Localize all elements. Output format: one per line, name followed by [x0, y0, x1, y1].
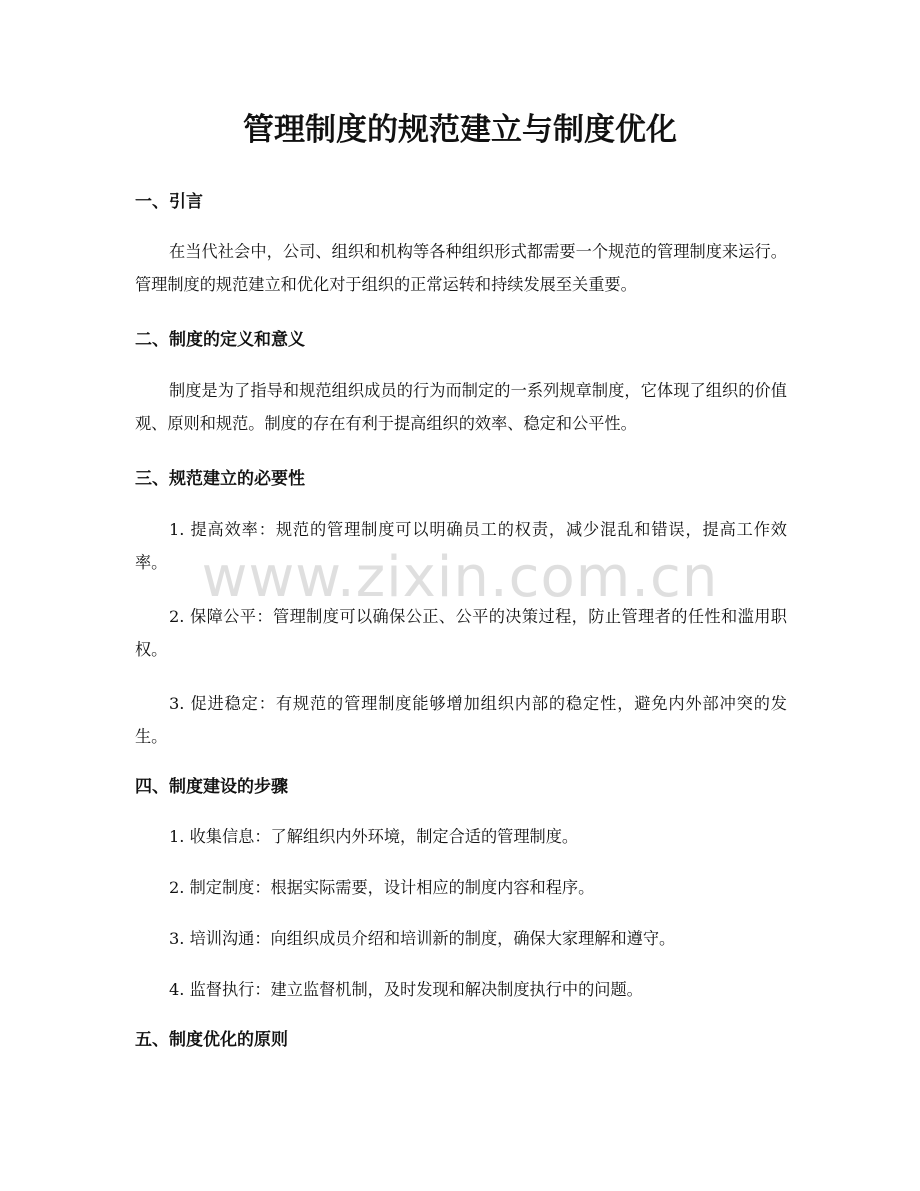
section-heading-steps: 四、制度建设的步骤: [135, 777, 288, 797]
section-heading-optimization: 五、制度优化的原则: [135, 1030, 288, 1050]
list-item-training: 3. 培训沟通：向组织成员介绍和培训新的制度，确保大家理解和遵守。: [169, 929, 676, 948]
list-item-stability: 3. 促进稳定：有规范的管理制度能够增加组织内部的稳定性，避免内外部冲突的发生。: [135, 694, 787, 746]
list-item-formulate: 2. 制定制度：根据实际需要，设计相应的制度内容和程序。: [169, 878, 595, 897]
list-item-fairness: 2. 保障公平：管理制度可以确保公正、公平的决策过程，防止管理者的任性和滥用职权。: [135, 607, 787, 659]
document-title: 管理制度的规范建立与制度优化: [243, 112, 677, 148]
section-heading-necessity: 三、规范建立的必要性: [135, 469, 305, 489]
list-item-supervision: 4. 监督执行：建立监督机制，及时发现和解决制度执行中的问题。: [169, 980, 643, 999]
list-item-collect-info: 1. 收集信息：了解组织内外环境，制定合适的管理制度。: [169, 827, 579, 846]
section-heading-definition: 二、制度的定义和意义: [135, 330, 305, 350]
watermark-text: www.zixin.com.cn: [201, 545, 719, 610]
paragraph-intro: 在当代社会中，公司、组织和机构等各种组织形式都需要一个规范的管理制度来运行。管理制度的规范建立和优化对于组织的正常运转和持续发展至关重要。: [135, 242, 787, 294]
section-heading-intro: 一、引言: [135, 192, 203, 212]
list-item-efficiency: 1. 提高效率：规范的管理制度可以明确员工的权责，减少混乱和错误，提高工作效率。: [135, 520, 787, 572]
paragraph-definition: 制度是为了指导和规范组织成员的行为而制定的一系列规章制度，它体现了组织的价值观、原则和规范。制度的存在有利于提高组织的效率、稳定和公平性。: [135, 381, 787, 433]
